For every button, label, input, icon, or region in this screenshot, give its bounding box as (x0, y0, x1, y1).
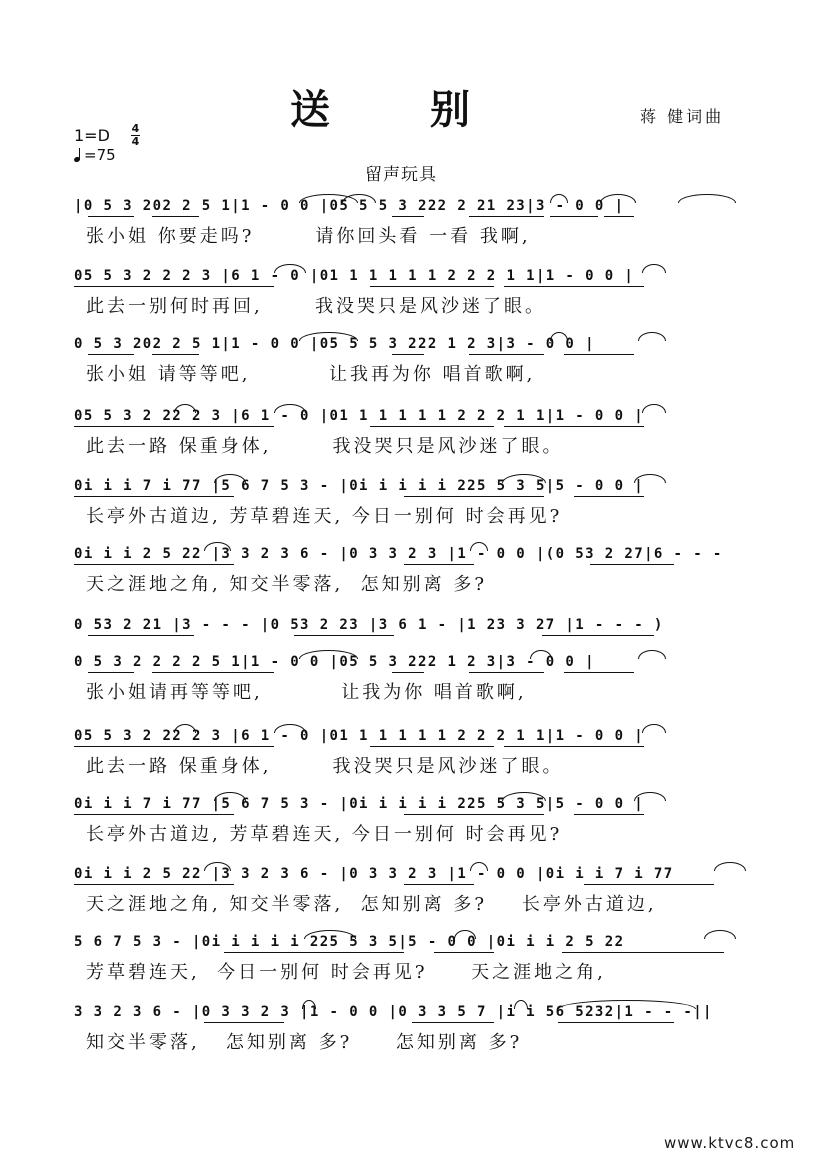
notation-line: 3 3 2 3 6 - |0 3 3 2 3 |1 - 0 0 |0 3 3 5 7 |i i 56 5232|1 - - -|| (74, 1004, 713, 1020)
score-system (74, 330, 754, 392)
note-beam (550, 216, 598, 217)
note-beam (542, 635, 654, 636)
notation-line: 0 53 2 21 |3 - - - |0 53 2 23 |3 6 1 - |1 23 3 27 |1 - - - ) (74, 617, 664, 633)
note-beam (392, 216, 424, 217)
notation-line: 0i i i 7 i 77 |5 6 7 5 3 - |0i i i i i 225 5 3 5|5 - 0 0 | (74, 796, 645, 812)
note-beam (370, 286, 494, 287)
score-system (74, 540, 754, 602)
note-beam (469, 216, 544, 217)
lyric-line: 张小姐请再等等吧, 让我为你 唱首歌啊, (86, 682, 527, 703)
note-beam (74, 814, 234, 815)
note-beam (504, 286, 644, 287)
note-beam (88, 635, 194, 636)
note-beam (504, 426, 644, 427)
note-beam (74, 426, 274, 427)
score-system (74, 722, 754, 784)
time-signature-bottom: 4 (131, 135, 140, 148)
note-beam (152, 672, 274, 673)
notation-line: 05 5 3 2 22 2 3 |6 1 - 0 |01 1 1 1 1 1 2 2 2 1 1|1 - 0 0 | (74, 408, 645, 424)
note-beam (74, 286, 274, 287)
song-title: 送别 (290, 86, 570, 133)
notation-line: |0 5 3 202 2 5 1|1 - 0 0 |05 5 5 3 222 2 21 23|3 - 0 0 | (74, 198, 625, 214)
lyric-line: 天之涯地之角, 知交半零落, 怎知别离 多? 长亭外古道边, (86, 894, 657, 915)
note-beam (204, 1022, 284, 1023)
note-beam (584, 884, 714, 885)
note-beam (574, 814, 644, 815)
notation-line: 05 5 3 2 2 2 3 |6 1 - 0 |01 1 1 1 1 1 2 2 2 1 1|1 - 0 0 | (74, 268, 635, 284)
notation-line: 0i i i 2 5 22 |3 3 2 3 6 - |0 3 3 2 3 |1 - 0 0 |0i i i 7 i 77 (74, 866, 674, 882)
note-beam (370, 746, 494, 747)
quarter-note-icon (74, 148, 82, 162)
lyric-line: 张小姐 你要走吗? 请你回头看 一看 我啊, (86, 226, 531, 247)
score-system (74, 648, 754, 710)
notation-line: 0i i i 7 i 77 |5 6 7 5 3 - |0i i i i i 225 5 3 5|5 - 0 0 | (74, 478, 645, 494)
lyric-line: 芳草碧连天, 今日一别何 时会再见? 天之涯地之角, (86, 962, 606, 983)
notation-line: 0 5 3 2 2 2 2 5 1|1 - 0 0 |05 5 3 222 1 2 3|3 - 0 0 | (74, 654, 595, 670)
note-beam (604, 216, 634, 217)
score-system (74, 402, 754, 464)
lyric-line: 天之涯地之角, 知交半零落, 怎知别离 多? (86, 574, 487, 595)
score-system (74, 860, 754, 922)
lyric-line: 长亭外古道边, 芳草碧连天, 今日一别何 时会再见? (86, 506, 563, 527)
note-beam (294, 635, 394, 636)
note-beam (564, 354, 634, 355)
note-beam (392, 354, 424, 355)
note-beam (74, 496, 234, 497)
composer-credit: 蒋 健词曲 (640, 107, 725, 126)
notation-line: 05 5 3 2 22 2 3 |6 1 - 0 |01 1 1 1 1 1 2 2 2 1 1|1 - 0 0 | (74, 728, 645, 744)
lyric-line: 知交半零落, 怎知别离 多? 怎知别离 多? (86, 1032, 523, 1053)
note-beam (74, 884, 234, 885)
note-beam (370, 426, 494, 427)
note-beam (469, 672, 544, 673)
notation-line: 0 5 3 202 2 5 1|1 - 0 0 |05 5 5 3 222 1 2 3|3 - 0 0 | (74, 336, 595, 352)
score-system (74, 192, 754, 254)
note-beam (412, 1022, 494, 1023)
note-beam (562, 952, 724, 953)
subtitle: 留声玩具 (365, 165, 437, 185)
score-system (74, 928, 754, 990)
note-beam (392, 672, 424, 673)
notation-line: 0i i i 2 5 22 |3 3 2 3 6 - |0 3 3 2 3 |1 - 0 0 |(0 53 2 27|6 - - - (74, 546, 723, 562)
notation-line: 5 6 7 5 3 - |0i i i i i 225 5 3 5|5 - 0 0 |0i i i 2 5 22 (74, 934, 625, 950)
note-beam (434, 952, 494, 953)
lyric-line: 此去一别何时再回, 我没哭只是风沙迷了眼。 (86, 296, 547, 317)
tempo-value: =75 (84, 146, 116, 164)
note-beam (564, 672, 634, 673)
note-beam (152, 354, 199, 355)
time-signature-top: 4 (131, 122, 140, 135)
lyric-line: 此去一路 保重身体, 我没哭只是风沙迷了眼。 (86, 756, 564, 777)
score-system (74, 262, 754, 324)
watermark: www.ktvc8.com (664, 1134, 796, 1152)
note-beam (404, 884, 474, 885)
key-signature: 1=D (74, 126, 110, 145)
score-system (74, 472, 754, 534)
score-system (74, 998, 754, 1060)
note-beam (74, 746, 274, 747)
time-signature (131, 124, 140, 147)
note-beam (558, 1022, 674, 1023)
note-beam (504, 746, 644, 747)
note-beam (88, 672, 134, 673)
tempo-marking (74, 146, 116, 164)
note-beam (152, 216, 199, 217)
note-beam (404, 814, 544, 815)
note-beam (590, 564, 674, 565)
lyric-line: 张小姐 请等等吧, 让我再为你 唱首歌啊, (86, 364, 536, 385)
note-beam (74, 564, 234, 565)
note-beam (574, 496, 644, 497)
note-beam (469, 354, 544, 355)
lyric-line: 此去一路 保重身体, 我没哭只是风沙迷了眼。 (86, 436, 564, 457)
note-beam (404, 496, 544, 497)
note-beam (404, 564, 474, 565)
note-beam (224, 952, 404, 953)
note-beam (88, 354, 134, 355)
lyric-line: 长亭外古道边, 芳草碧连天, 今日一别何 时会再见? (86, 824, 563, 845)
score-system (74, 790, 754, 852)
note-beam (88, 216, 134, 217)
